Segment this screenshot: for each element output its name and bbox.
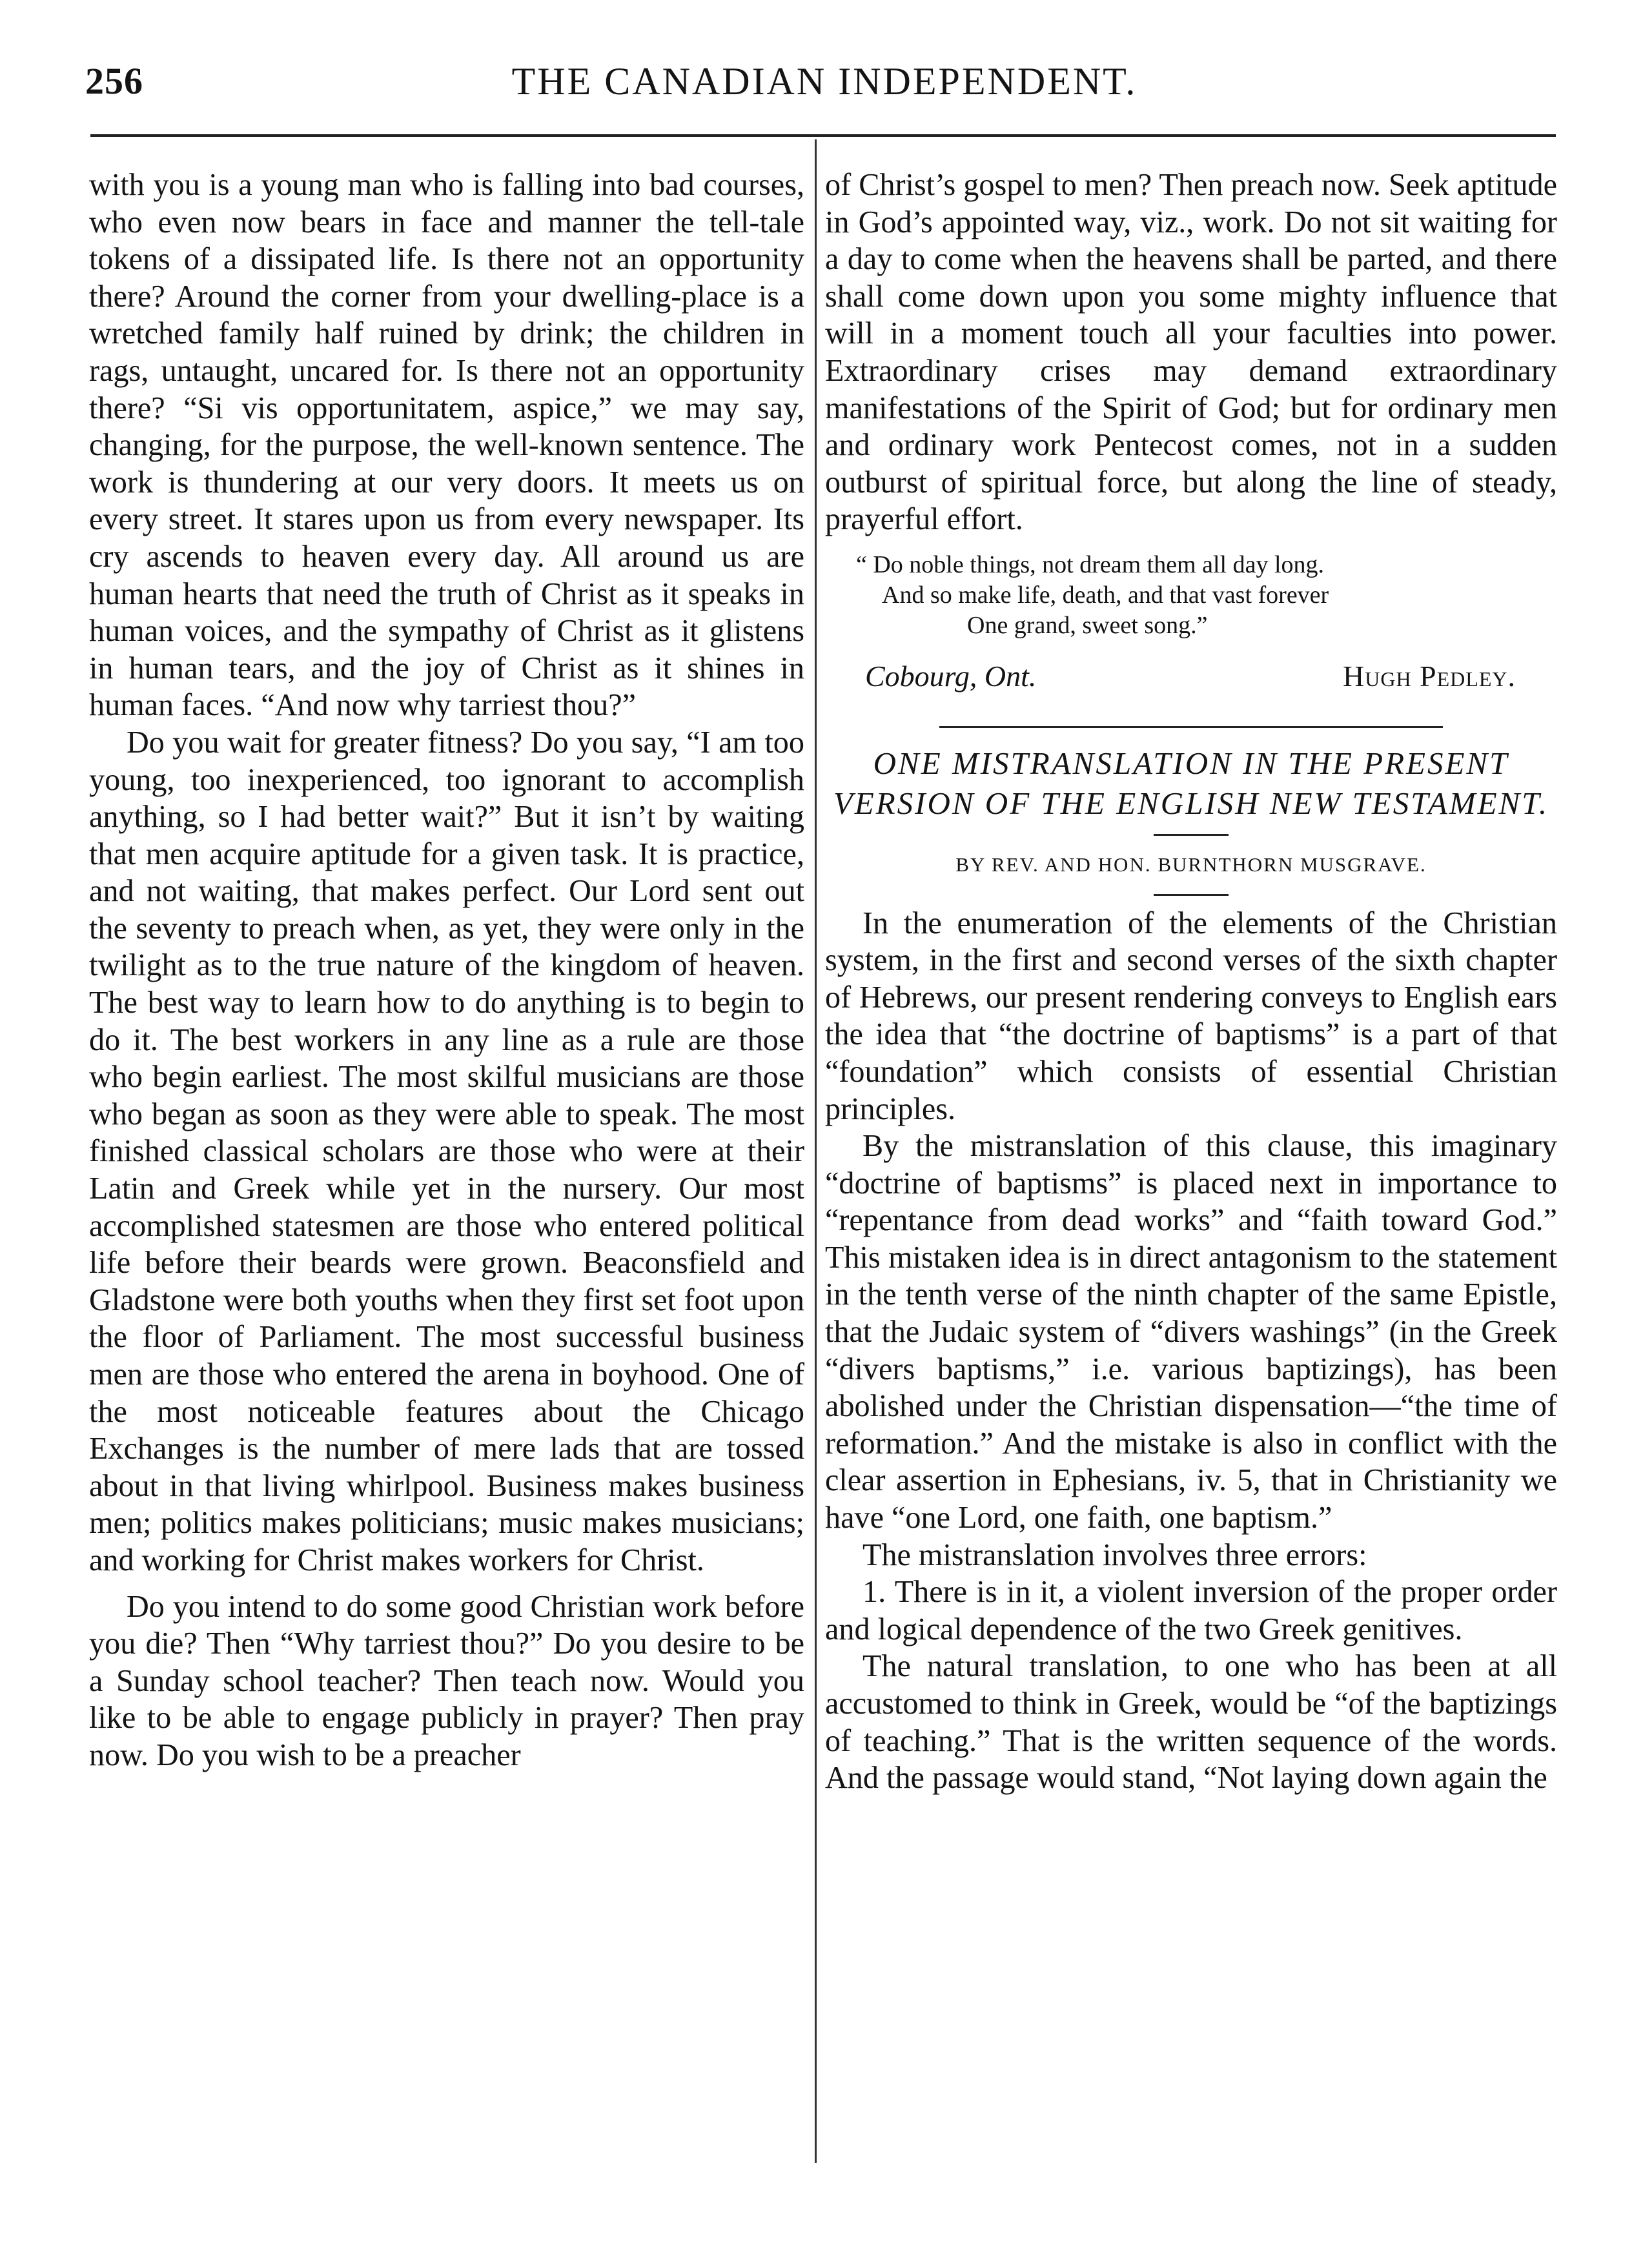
title-rule [1154, 834, 1229, 836]
article-paragraph-2: By the mistranslation of this clause, this imaginary “doctrine of baptisms” is placed next in importance to “repentance from dead works” and “faith toward God.” This mistaken idea is in direct antagonism to the statement in the tenth verse of the ninth chapter of the same Epistle, that the Judaic system of “divers washings” (in the Greek “divers baptisms,” i.e. various baptizings), has been abolished under the Christian dispensation—“the time of reformation.” And the mistake is also in conflict with the clear assertion in Ephesians, iv. 5, that in Christianity we have “one Lord, one faith, one baptism.” [825, 1129, 1557, 1535]
poem-line: One grand, sweet song.” [967, 611, 1208, 639]
column-divider [815, 139, 817, 2163]
signature [825, 658, 1557, 699]
article-paragraph-4: 1. There is in it, a violent inversion of the proper order and logical dependence of the two Greek genitives. [825, 1575, 1557, 1646]
page-number: 256 [85, 60, 143, 102]
left-column [89, 167, 804, 1774]
left-paragraph-1: with you is a young man who is falling into bad courses, who even now bears in face and manner the tell-tale tokens of a dissipated life. Is there not an opportunity there? Around the corner from your dwelling-place is a wretched family half ruined by drink; the children in rags, untaught, uncared for. Is there not an opportunity there? “Si vis opportunitatem, aspice,” we may say, changing, for the purpose, the well-known sentence. The work is thundering at our very doors. It meets us on every street. It stares upon us from every newspaper. Its cry ascends to heaven every day. All around us are human hearts that need the truth of Christ as it speaks in human voices, and the sympathy of Christ as it glistens in human tears, and the joy of Christ as it shines in human faces. “And now why tarriest thou?” [89, 168, 804, 723]
article-paragraph-1: In the enumeration of the elements of the Christian system, in the first and second verses of the sixth chapter of Hebrews, our present rendering conveys to English ears the idea that “the doctrine of baptisms” is a part of that “foundation” which consists of essential Christian principles. [825, 906, 1557, 1126]
poem-line: “ Do noble things, not dream them all day long. [856, 551, 1325, 578]
article-paragraph-5: The natural translation, to one who has been at all accustomed to think in Greek, would be “of the baptizings of teaching.” That is the written sequence of the words. And the passage would stand, “Not laying down again the [825, 1649, 1557, 1796]
right-paragraph-1: of Christ’s gospel to men? Then preach now. Seek aptitude in God’s appointed way, viz., work. Do not sit waiting for a day to come when the heavens shall be parted, and there shall come down upon you some mighty influence that will in a moment touch all your faculties into power. Extraordinary crises may demand extraordinary manifestations of the Spirit of God; but for ordinary men and ordinary work Pentecost comes, not in a sudden outburst of spiritual force, but along the line of steady, prayerful effort. [825, 168, 1557, 537]
left-paragraph-2: Do you wait for greater fitness? Do you say, “I am too young, too inexperienced, too ignorant to accomplish anything, so I had better wait?” But it isn’t by waiting that men acquire aptitude for a given task. It is practice, and not waiting, that makes perfect. Our Lord sent out the seventy to preach when, as yet, they were only in the twilight as to the true nature of the kingdom of heaven. The best way to learn how to do anything is to begin to do it. The best workers in any line as a rule are those who begin earliest. The most skilful musicians are those who began as soon as they were able to speak. The most finished classical scholars are those who were at their Latin and Greek while yet in the nursery. Our most accomplished statesmen are those who entered political life before their beards were grown. Beaconsfield and Gladstone were both youths when they first set foot upon the floor of Parliament. The most successful business men are those who entered the arena in boyhood. One of the most noticeable features about the Chicago Exchanges is the number of mere lads that are tossed about in that living whirlpool. Business makes business men; politics makes politicians; music makes musicians; and working for Christ makes workers for Christ. [89, 725, 804, 1577]
left-paragraph-3: Do you intend to do some good Christian work before you die? Then “Why tarriest thou?” Do you desire to be a Sunday school teacher? Then teach now. Would you like to be able to engage publicly in prayer? Then pray now. Do you wish to be a preacher [89, 1589, 804, 1772]
signature-name: Hugh Pedley. [1343, 659, 1516, 693]
article-byline: BY REV. AND HON. BURNTHORN MUSGRAVE. [955, 853, 1427, 876]
page-header [85, 59, 1564, 111]
poem-line: And so make life, death, and that vast forever [882, 581, 1329, 609]
header-rule [90, 134, 1556, 137]
article-paragraph-3: The mistranslation involves three errors: [862, 1537, 1367, 1572]
journal-title: THE CANADIAN INDEPENDENT. [511, 60, 1138, 103]
byline-rule [1154, 894, 1229, 896]
section-rule [939, 726, 1443, 728]
poem-quote [856, 550, 1557, 641]
signature-place: Cobourg, Ont. [865, 659, 1037, 693]
article-title: ONE MISTRANSLATION IN THE PRESENT VERSION OF THE ENGLISH NEW TESTAMENT. [833, 745, 1549, 821]
right-column [825, 167, 1557, 1797]
